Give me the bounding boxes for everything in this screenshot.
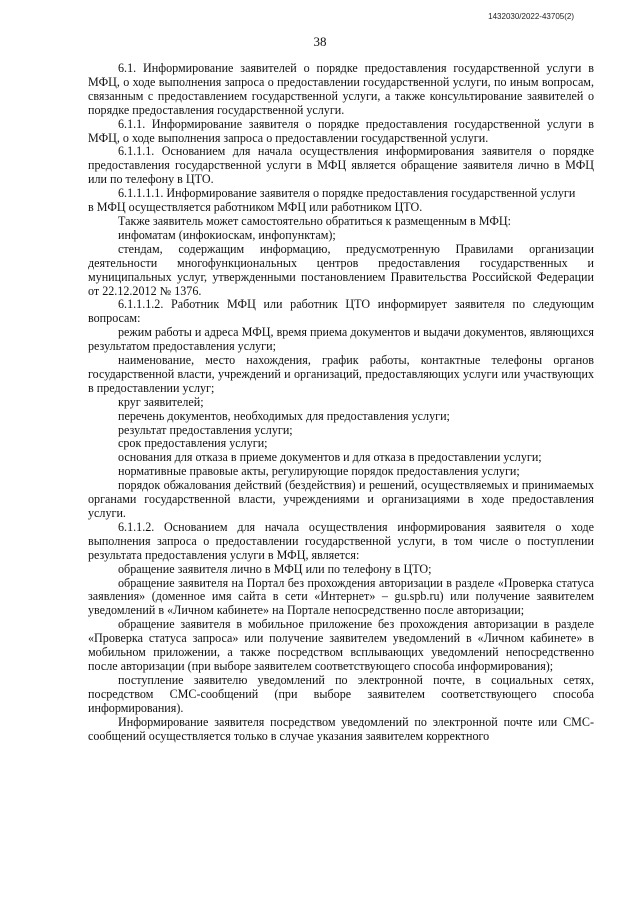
list-item-mobile-app: обращение заявителя в мобильное приложение без прохождения авторизации в разделе «Проверка статуса запроса» или получение заявителем уведомлений в «Личном кабинете» в мобильном приложении, а также посредством всплывающих уведомлений непосредственно после авторизации (при выборе заявителем соответствующего способа информирования); bbox=[88, 617, 594, 673]
list-item-work-schedule: режим работы и адреса МФЦ, время приема документов и выдачи документов, являющихся результатом предоставления услуги; bbox=[88, 325, 594, 354]
list-item-personal-visit: обращение заявителя лично в МФЦ или по телефону в ЦТО; bbox=[118, 561, 432, 576]
list-item-term: срок предоставления услуги; bbox=[118, 436, 268, 451]
page-number: 38 bbox=[313, 34, 327, 49]
paragraph-6-1-1-1-1: 6.1.1.1.1. Информирование заявителя о порядке предоставления государственной услуги bbox=[118, 186, 576, 201]
document-id: 1432030/2022-43705(2) bbox=[488, 12, 574, 21]
list-item-refusal-grounds: основания для отказа в приеме документов и для отказа в предоставлении услуги; bbox=[118, 450, 542, 465]
list-item-infomats: инфоматам (инфокиоскам, инфопунктам); bbox=[118, 227, 336, 242]
paragraph-6-1: 6.1. Информирование заявителей о порядке предоставления государственной услуги в МФЦ, о ходе выполнения запроса о предоставлении государственной услуги, по иным вопросам, связанным с предоставлением государственной услуги, а также консультирование заявителей о порядке предоставления государственной услуги. bbox=[88, 61, 594, 117]
paragraph-6-1-1-1-2: 6.1.1.1.2. Работник МФЦ или работник ЦТО информирует заявителя по следующим вопросам: bbox=[88, 297, 594, 326]
list-item-stands: стендам, содержащим информацию, предусмотренную Правилами организации деятельности многофункциональных центров предоставления государственных и муниципальных услуг, утвержденными постановлением Правительства Российской Федерации от 22.12.2012 № 1376. bbox=[88, 241, 594, 298]
list-item-notifications: поступление заявителю уведомлений по электронной почте, в социальных сетях, посредством СМС-сообщений (при выборе заявителем соответствующего способа информирования). bbox=[88, 672, 594, 715]
list-item-portal: обращение заявителя на Портал без прохождения авторизации в разделе «Проверка статуса заявления» (доменное имя сайта в сети «Интернет» – gu.spb.ru) или получение заявителем уведомлений в «Личном кабинете» на Портале непосредственно после авторизации; bbox=[88, 575, 594, 618]
paragraph-6-1-1-1-1-continued: в МФЦ осуществляется работником МФЦ или работником ЦТО. bbox=[88, 200, 423, 215]
document-body bbox=[88, 62, 594, 743]
paragraph-self-service: Также заявитель может самостоятельно обратиться к размещенным в МФЦ: bbox=[118, 213, 511, 228]
list-item-result: результат предоставления услуги; bbox=[118, 422, 293, 437]
paragraph-6-1-1-2: 6.1.1.2. Основанием для начала осуществления информирования заявителя о ходе выполнения запроса о предоставлении государственной услуги, в том числе о поступлении результата предоставления услуги в МФЦ, является: bbox=[88, 519, 594, 562]
list-item-legal-acts: нормативные правовые акты, регулирующие порядок предоставления услуги; bbox=[118, 464, 520, 479]
list-item-applicants: круг заявителей; bbox=[118, 394, 204, 409]
paragraph-6-1-1: 6.1.1. Информирование заявителя о порядке предоставления государственной услуги в МФЦ, о ходе выполнения запроса о предоставлении государственной услуги. bbox=[88, 116, 594, 145]
list-item-authorities-contacts: наименование, место нахождения, график работы, контактные телефоны органов государственной власти, учреждений и организаций, предоставляющих услуги или участвующих в предоставлении услуг; bbox=[88, 353, 594, 395]
list-item-appeal-procedure: порядок обжалования действий (бездействия) и решений, осуществляемых и принимаемых органами государственной власти, учреждениями и организациями в ходе предоставления услуги. bbox=[88, 478, 594, 520]
paragraph-6-1-1-1: 6.1.1.1. Основанием для начала осуществления информирования заявителя о порядке предоставления государственной услуги в МФЦ является обращение заявителя лично в МФЦ или по телефону в ЦТО. bbox=[88, 144, 594, 187]
paragraph-notification-conditions: Информирование заявителя посредством уведомлений по электронной почте или СМС-сообщений осуществляется только в случае указания заявителем корректного bbox=[88, 714, 594, 743]
list-item-documents: перечень документов, необходимых для предоставления услуги; bbox=[118, 408, 450, 423]
